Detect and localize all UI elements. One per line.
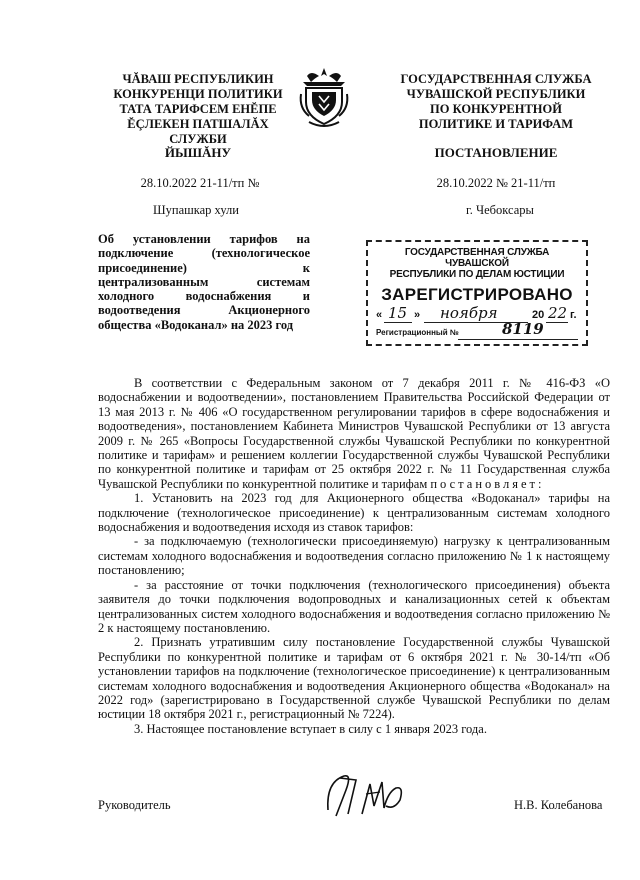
stamp-month-handwritten: ноября bbox=[440, 304, 498, 322]
handwritten-signature bbox=[322, 770, 408, 820]
registration-stamp bbox=[366, 240, 588, 346]
stamp-reg-row bbox=[376, 320, 582, 342]
stamp-day-handwritten: 15 bbox=[388, 304, 408, 322]
header-right-line: ПО КОНКУРЕНТНОЙ bbox=[430, 102, 562, 116]
body-paragraph-item1a: - за подключаемую (технологически присоединяемую) нагрузку к централизованным системам холодного водоснабжения и водоотведения согласно приложению № 1 к настоящему постановлению; bbox=[98, 534, 610, 578]
resolves-word: постановляет: bbox=[430, 476, 545, 491]
document-body bbox=[98, 376, 610, 736]
stamp-org-line: РЕСПУБЛИКИ ПО ДЕЛАМ ЮСТИЦИИ bbox=[389, 269, 565, 280]
body-paragraph-item2: 2. Признать утратившим силу постановление Государственной службы Чувашской Республики по конкурентной политике и тарифам от 6 октября 2021 г. № 30-14/тп «Об установлении тарифов на подключение (технологическое присоединение) к централизованным системам холодного водоснабжения и водоотведения Акционерного общества «Водоканал» на 2022 год» (зарегистрировано в Государственной службе Чувашской Республики по делам юстиции 18 октября 2021 г., регистрационный № 7224). bbox=[98, 635, 610, 722]
stamp-year-prefix: 20 bbox=[532, 309, 545, 321]
stamp-day-underline bbox=[384, 322, 412, 323]
header-left-line: ĔÇЛЕКЕН ПАТШАЛĂХ СЛУЖБИ bbox=[127, 117, 269, 146]
stamp-year-handwritten: 22 bbox=[548, 304, 568, 322]
header-left-line: КОНКУРЕНЦИ ПОЛИТИКИ bbox=[113, 87, 283, 101]
stamp-close-quote: » bbox=[414, 309, 421, 321]
date-number-left: 28.10.2022 21-11/тп № bbox=[140, 176, 260, 190]
stamp-date-row bbox=[376, 304, 582, 324]
body-paragraph-intro bbox=[98, 376, 610, 491]
header-right-line: ЧУВАШСКОЙ РЕСПУБЛИКИ bbox=[406, 87, 586, 101]
stamp-title: ЗАРЕГИСТРИРОВАНО bbox=[381, 285, 573, 304]
stamp-open-quote: « bbox=[376, 309, 383, 321]
stamp-reg-underline bbox=[458, 339, 578, 340]
stamp-year-unit: г. bbox=[570, 309, 577, 321]
header-right-line: ГОСУДАРСТВЕННАЯ СЛУЖБА bbox=[400, 72, 592, 86]
date-number-right: 28.10.2022 № 21-11/тп bbox=[436, 176, 556, 190]
doc-kind-right: ПОСТАНОВЛЕНИЕ bbox=[434, 145, 558, 160]
body-paragraph-item3: 3. Настоящее постановление вступает в силу с 1 января 2023 года. bbox=[134, 721, 487, 736]
doc-kind-left: ЙЫШĂНУ bbox=[164, 145, 232, 160]
coat-of-arms-emblem-icon bbox=[297, 66, 351, 132]
stamp-year-underline bbox=[546, 322, 568, 323]
header-right-line: ПОЛИТИКЕ И ТАРИФАМ bbox=[418, 117, 574, 131]
document-subject: Об установлении тарифов на подключение (технологическое присоединение) к централизованным системам холодного водоснабжения и водоотведения Акционерного общества «Водоканал» на 2023 год bbox=[98, 232, 310, 332]
signer-title: Руководитель bbox=[98, 798, 171, 812]
stamp-reg-number-handwritten: 8119 bbox=[502, 320, 544, 338]
header-right-org bbox=[396, 72, 596, 132]
city-right: г. Чебоксары bbox=[466, 203, 534, 217]
header-left-org bbox=[98, 72, 298, 147]
body-paragraph-item1b: - за расстояние от точки подключения (технологического присоединения) объекта заявителя до точки подключения водопроводных и канализационных сетей к объектам централизованных систем холодного водоснабжения и водоотведения согласно приложению № 2 к настоящему постановлению. bbox=[98, 577, 610, 635]
city-left: Шупашкар хули bbox=[153, 203, 239, 217]
signer-name: Н.В. Колебанова bbox=[514, 798, 603, 812]
stamp-org-line: ГОСУДАРСТВЕННАЯ СЛУЖБА ЧУВАШСКОЙ bbox=[404, 247, 550, 269]
intro-text: В соответствии с Федеральным законом от 7 декабря 2011 г. № 416-ФЗ «О водоснабжении и водоотведении», постановлением Правительства Российской Федерации от 13 мая 2013 г. № 406 «О государственном регулировании тарифов в сфере водоснабжения и водоотведения», постановлением Кабинета Министров Чувашской Республики от 13 августа 2009 г. № 265 «Вопросы Государственной службы Чувашской Республики по конкурентной политике и тарифам» и решением коллегии Государственной службы Чувашской Республики по конкурентной политике и тарифам от 25 октября 2022 г. № 11 Государственная служба Чувашской Республики по конкурентной политике и тарифам bbox=[98, 376, 610, 491]
body-paragraph-item1: 1. Установить на 2023 год для Акционерного общества «Водоканал» тарифы на подключение (технологическое присоединение) к централизованным системам холодного водоснабжения и водоотведения исходя из ставок тарифов: bbox=[98, 491, 610, 535]
header-left-line: ЧĂВАШ РЕСПУБЛИКИН bbox=[122, 72, 274, 86]
stamp-reg-label: Регистрационный № bbox=[376, 328, 459, 337]
header-left-line: ТАТА ТАРИФСЕМ ЕНĔПЕ bbox=[119, 102, 277, 116]
